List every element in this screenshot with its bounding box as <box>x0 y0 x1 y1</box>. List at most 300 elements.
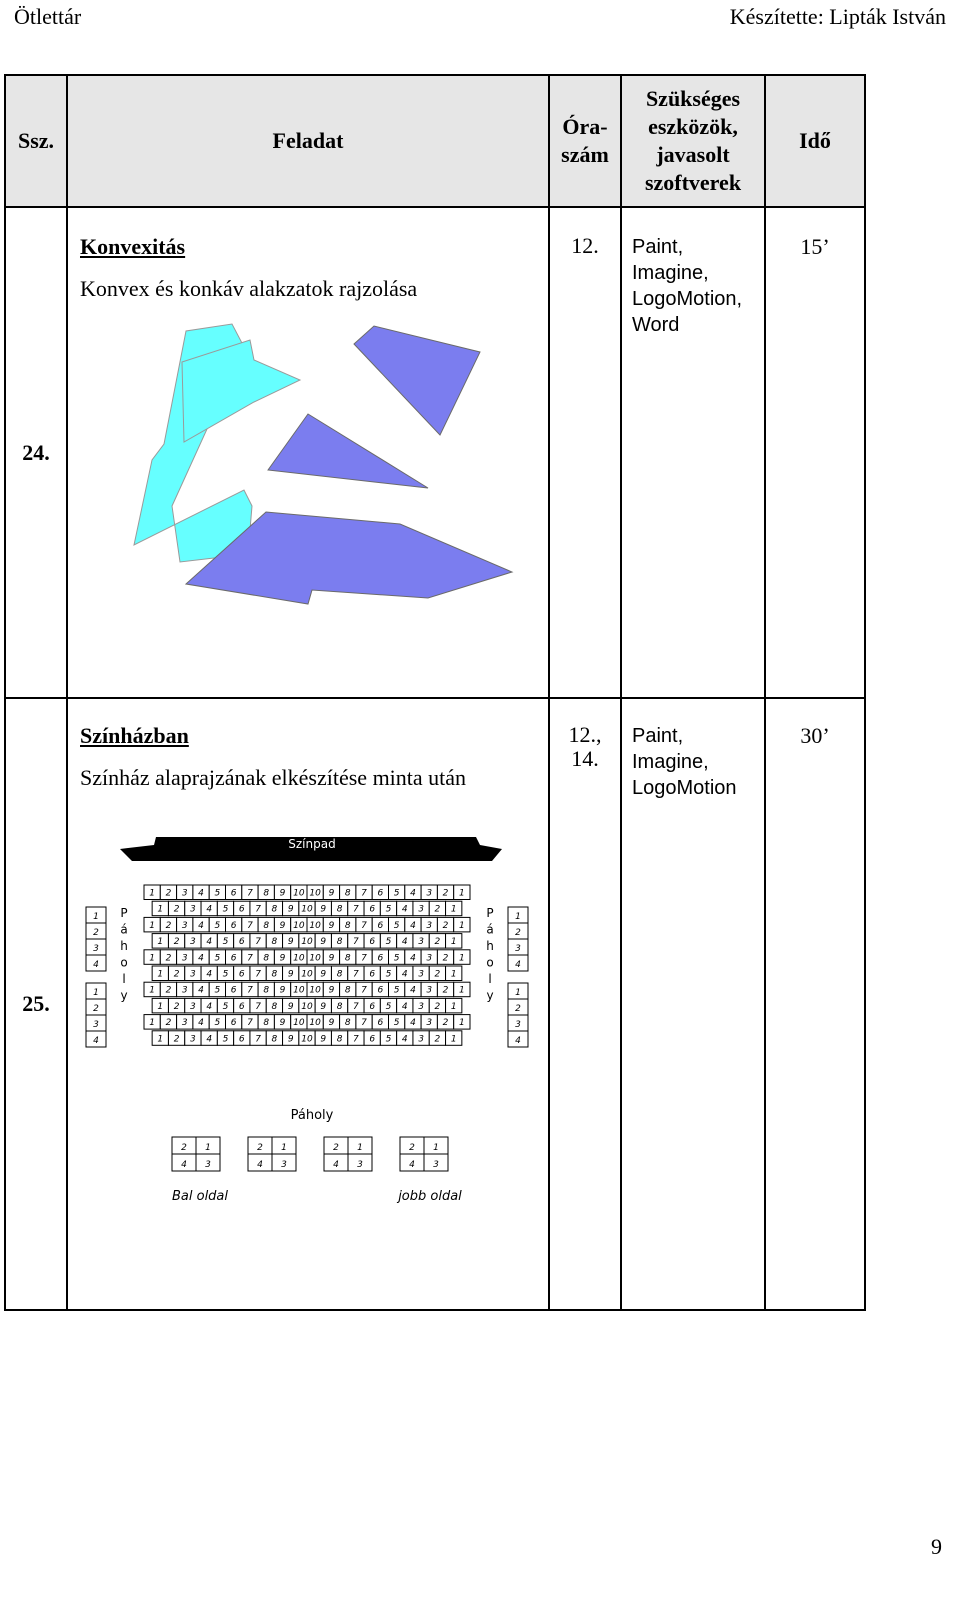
seat <box>185 966 201 981</box>
seat <box>242 917 258 932</box>
seat <box>429 934 445 949</box>
seat <box>226 1015 242 1030</box>
seat <box>258 917 274 932</box>
header-oraszam-line2: szám <box>561 142 609 167</box>
seat <box>421 982 437 997</box>
task-title: Színházban <box>80 723 189 748</box>
stage-label: Színpad <box>288 837 336 851</box>
seat <box>331 934 347 949</box>
seat <box>389 950 405 965</box>
svg-text:3: 3 <box>357 1160 363 1170</box>
svg-text:1: 1 <box>149 985 156 996</box>
seat <box>315 901 331 916</box>
svg-text:5: 5 <box>393 953 400 964</box>
seat-row <box>144 950 470 965</box>
svg-text:4: 4 <box>410 953 416 964</box>
box-seat <box>400 1137 424 1154</box>
svg-text:1: 1 <box>515 912 521 922</box>
svg-text:8: 8 <box>271 1001 278 1012</box>
seat <box>144 982 160 997</box>
svg-text:7: 7 <box>255 904 261 915</box>
svg-text:4: 4 <box>181 1160 187 1170</box>
seat <box>389 885 405 900</box>
svg-text:3: 3 <box>515 1020 521 1030</box>
seat <box>380 934 396 949</box>
seat <box>160 950 176 965</box>
svg-text:5: 5 <box>385 969 392 980</box>
seat <box>217 998 233 1013</box>
seat <box>429 901 445 916</box>
svg-text:3: 3 <box>433 1160 439 1170</box>
svg-text:4: 4 <box>206 1034 213 1045</box>
seat <box>421 885 437 900</box>
seat <box>242 950 258 965</box>
svg-text:2: 2 <box>434 1034 441 1045</box>
seat <box>234 901 250 916</box>
bottom-box-group <box>400 1137 448 1171</box>
seat <box>364 966 380 981</box>
svg-text:4: 4 <box>198 985 204 996</box>
seat <box>168 901 184 916</box>
time-cell <box>765 698 865 1310</box>
seat <box>446 1031 462 1046</box>
svg-text:2: 2 <box>165 985 172 996</box>
seat <box>283 998 299 1013</box>
seat <box>307 950 323 965</box>
svg-text:2: 2 <box>442 1018 449 1029</box>
svg-text:1: 1 <box>433 1143 439 1153</box>
svg-text:2: 2 <box>409 1143 415 1153</box>
side-box-seat <box>508 1015 528 1031</box>
side-box-seat <box>508 1031 528 1047</box>
seat <box>437 982 453 997</box>
seat <box>168 1031 184 1046</box>
svg-text:1: 1 <box>149 1018 156 1029</box>
svg-text:8: 8 <box>344 953 351 964</box>
svg-text:2: 2 <box>165 888 172 899</box>
side-box-seat <box>508 955 528 971</box>
task-description: Konvex és konkáv alakzatok rajzolása <box>80 276 418 301</box>
svg-text:10: 10 <box>309 1018 321 1029</box>
svg-text:3: 3 <box>515 944 521 954</box>
svg-text:10: 10 <box>309 985 321 996</box>
hours-value-2: 14. <box>571 746 599 771</box>
seat <box>331 1031 347 1046</box>
box-seat <box>424 1154 448 1171</box>
svg-text:1: 1 <box>450 904 457 915</box>
svg-text:7: 7 <box>255 937 261 948</box>
convex-blue-triangle <box>268 414 428 488</box>
seat <box>291 982 307 997</box>
seat <box>421 1015 437 1030</box>
side-box-seat <box>508 999 528 1015</box>
svg-text:6: 6 <box>230 985 237 996</box>
svg-text:9: 9 <box>279 920 286 931</box>
bottom-boxes <box>172 1137 448 1171</box>
seat <box>421 917 437 932</box>
seat <box>242 1015 258 1030</box>
svg-text:2: 2 <box>434 904 441 915</box>
svg-text:1: 1 <box>157 904 164 915</box>
seat <box>340 885 356 900</box>
seat <box>437 885 453 900</box>
seat <box>397 1031 413 1046</box>
svg-text:7: 7 <box>255 1034 261 1045</box>
seat <box>323 982 339 997</box>
svg-text:4: 4 <box>93 1036 99 1046</box>
svg-text:9: 9 <box>279 1018 286 1029</box>
svg-text:8: 8 <box>344 920 351 931</box>
convex-blue-quadrilateral <box>354 326 480 435</box>
seat <box>160 1015 176 1030</box>
seat <box>291 1015 307 1030</box>
svg-text:8: 8 <box>336 1001 343 1012</box>
seat <box>193 1015 209 1030</box>
svg-text:4: 4 <box>401 1001 408 1012</box>
seat <box>234 934 250 949</box>
seat <box>274 982 290 997</box>
svg-text:4: 4 <box>93 960 99 970</box>
svg-text:4: 4 <box>198 953 204 964</box>
seat <box>217 1031 233 1046</box>
seat-grid <box>144 885 470 1045</box>
side-box-seat <box>86 955 106 971</box>
side-box-seat <box>86 907 106 923</box>
seat <box>307 885 323 900</box>
seat <box>405 917 421 932</box>
seat <box>283 934 299 949</box>
seat <box>372 950 388 965</box>
seat <box>299 1031 315 1046</box>
right-side-boxes <box>508 907 528 1047</box>
seat <box>340 982 356 997</box>
box-seat <box>172 1137 196 1154</box>
svg-text:2: 2 <box>93 1004 99 1014</box>
task-title: Konvexitás <box>80 234 186 259</box>
tool-item: Imagine, <box>632 751 709 773</box>
seat <box>315 1031 331 1046</box>
svg-text:10: 10 <box>293 1018 305 1029</box>
svg-text:3: 3 <box>93 944 99 954</box>
page-header-left: Ötlettár <box>14 4 82 29</box>
svg-text:6: 6 <box>369 1034 376 1045</box>
side-letter: h <box>486 939 494 953</box>
svg-text:1: 1 <box>450 937 457 948</box>
seat <box>323 917 339 932</box>
seat <box>380 901 396 916</box>
svg-text:7: 7 <box>255 1001 261 1012</box>
svg-text:3: 3 <box>190 1034 196 1045</box>
seat <box>152 934 168 949</box>
svg-text:3: 3 <box>418 937 424 948</box>
seat <box>217 934 233 949</box>
seat <box>144 917 160 932</box>
seat <box>348 901 364 916</box>
side-letter: y <box>120 988 128 1003</box>
seat <box>405 982 421 997</box>
side-letter: P <box>120 906 128 920</box>
seat <box>258 982 274 997</box>
svg-text:4: 4 <box>206 937 213 948</box>
svg-text:1: 1 <box>515 988 521 998</box>
seat <box>217 901 233 916</box>
seat <box>291 950 307 965</box>
seat <box>389 982 405 997</box>
svg-text:4: 4 <box>333 1160 339 1170</box>
svg-text:3: 3 <box>181 1018 188 1029</box>
seat <box>356 917 372 932</box>
seat <box>152 966 168 981</box>
svg-text:4: 4 <box>409 1160 415 1170</box>
svg-text:8: 8 <box>263 888 270 899</box>
svg-text:7: 7 <box>353 969 359 980</box>
seat <box>446 998 462 1013</box>
svg-text:3: 3 <box>205 1160 211 1170</box>
page-header-right: Készítette: Lipták István <box>729 4 946 29</box>
svg-text:6: 6 <box>238 1034 245 1045</box>
seat <box>299 966 315 981</box>
right-side-caption: jobb oldal <box>398 1189 462 1204</box>
svg-text:6: 6 <box>377 985 384 996</box>
seat <box>413 966 429 981</box>
seat <box>234 966 250 981</box>
side-box-seat <box>86 983 106 999</box>
seat <box>372 885 388 900</box>
svg-text:6: 6 <box>369 1001 376 1012</box>
svg-text:4: 4 <box>401 1034 408 1045</box>
seat <box>323 950 339 965</box>
svg-text:2: 2 <box>442 888 449 899</box>
seat-row <box>144 1015 470 1030</box>
svg-text:7: 7 <box>353 904 359 915</box>
svg-text:8: 8 <box>344 1018 351 1029</box>
seat <box>380 998 396 1013</box>
seat <box>405 1015 421 1030</box>
seat <box>446 934 462 949</box>
svg-text:1: 1 <box>450 1001 457 1012</box>
seat <box>340 950 356 965</box>
seat <box>356 982 372 997</box>
svg-text:10: 10 <box>293 888 305 899</box>
seat <box>144 1015 160 1030</box>
seat <box>454 917 470 932</box>
svg-text:8: 8 <box>336 969 343 980</box>
svg-text:4: 4 <box>198 920 204 931</box>
seat <box>429 998 445 1013</box>
svg-text:2: 2 <box>434 1001 441 1012</box>
svg-text:7: 7 <box>255 969 261 980</box>
svg-text:4: 4 <box>401 937 408 948</box>
seat <box>250 966 266 981</box>
seat-row <box>152 1031 462 1046</box>
svg-text:9: 9 <box>328 1018 335 1029</box>
svg-text:9: 9 <box>320 904 327 915</box>
bottom-box-group <box>172 1137 220 1171</box>
seat <box>250 901 266 916</box>
seat <box>413 1031 429 1046</box>
side-box-seat <box>86 1015 106 1031</box>
svg-text:1: 1 <box>458 1018 465 1029</box>
svg-text:7: 7 <box>361 953 367 964</box>
svg-text:4: 4 <box>401 969 408 980</box>
svg-text:9: 9 <box>279 888 286 899</box>
seat <box>348 1031 364 1046</box>
svg-text:2: 2 <box>165 953 172 964</box>
svg-text:6: 6 <box>377 1018 384 1029</box>
seat <box>201 966 217 981</box>
seat <box>152 998 168 1013</box>
svg-text:7: 7 <box>361 1018 367 1029</box>
seat <box>177 982 193 997</box>
seat-row <box>152 934 462 949</box>
side-box-seat <box>508 983 528 999</box>
seat-row <box>152 901 462 916</box>
svg-text:2: 2 <box>173 937 180 948</box>
svg-text:5: 5 <box>393 920 400 931</box>
svg-text:7: 7 <box>247 985 253 996</box>
svg-text:2: 2 <box>173 904 180 915</box>
svg-text:5: 5 <box>385 1001 392 1012</box>
seat <box>226 885 242 900</box>
header-feladat: Feladat <box>67 75 549 207</box>
svg-text:1: 1 <box>93 988 99 998</box>
svg-text:5: 5 <box>385 937 392 948</box>
svg-text:10: 10 <box>309 953 321 964</box>
seat <box>372 917 388 932</box>
svg-text:7: 7 <box>247 1018 253 1029</box>
time-value: 15’ <box>800 234 830 259</box>
seat <box>307 982 323 997</box>
box-seat <box>272 1154 296 1171</box>
seat <box>405 885 421 900</box>
box-seat <box>172 1154 196 1171</box>
seat <box>258 950 274 965</box>
svg-text:2: 2 <box>434 969 441 980</box>
seat <box>299 998 315 1013</box>
svg-text:8: 8 <box>271 937 278 948</box>
svg-text:5: 5 <box>385 904 392 915</box>
row-number: 25. <box>5 698 67 1310</box>
seat <box>152 1031 168 1046</box>
side-letter: y <box>486 988 494 1003</box>
seat <box>397 934 413 949</box>
svg-text:3: 3 <box>426 985 433 996</box>
svg-text:6: 6 <box>238 969 245 980</box>
seat <box>283 901 299 916</box>
hours-cell <box>549 698 621 1310</box>
seat <box>193 885 209 900</box>
svg-text:2: 2 <box>515 1004 521 1014</box>
svg-text:6: 6 <box>377 888 384 899</box>
svg-text:8: 8 <box>263 1018 270 1029</box>
seat <box>266 998 282 1013</box>
svg-text:8: 8 <box>271 904 278 915</box>
svg-text:9: 9 <box>320 969 327 980</box>
svg-text:8: 8 <box>344 985 351 996</box>
seat <box>413 934 429 949</box>
seat <box>177 885 193 900</box>
seat <box>177 950 193 965</box>
seat <box>372 1015 388 1030</box>
svg-text:1: 1 <box>149 888 156 899</box>
svg-text:3: 3 <box>418 904 424 915</box>
side-box-seat <box>86 999 106 1015</box>
seat <box>258 1015 274 1030</box>
svg-text:2: 2 <box>173 969 180 980</box>
seat <box>201 1031 217 1046</box>
svg-text:10: 10 <box>301 1034 313 1045</box>
seat <box>429 1031 445 1046</box>
svg-text:3: 3 <box>190 937 196 948</box>
svg-text:7: 7 <box>353 937 359 948</box>
left-side-label <box>120 906 128 1003</box>
svg-text:9: 9 <box>287 1034 294 1045</box>
svg-text:1: 1 <box>205 1143 211 1153</box>
seat <box>209 885 225 900</box>
svg-text:9: 9 <box>328 920 335 931</box>
svg-text:2: 2 <box>434 937 441 948</box>
seat <box>185 1031 201 1046</box>
seat <box>421 950 437 965</box>
svg-text:5: 5 <box>222 937 229 948</box>
seat <box>201 934 217 949</box>
svg-text:1: 1 <box>458 985 465 996</box>
seat <box>429 966 445 981</box>
svg-text:9: 9 <box>320 1034 327 1045</box>
svg-text:9: 9 <box>279 953 286 964</box>
seat <box>364 934 380 949</box>
tool-item: Paint, <box>632 236 684 258</box>
svg-text:5: 5 <box>214 1018 221 1029</box>
seat <box>331 901 347 916</box>
svg-text:10: 10 <box>293 953 305 964</box>
svg-text:3: 3 <box>181 985 188 996</box>
svg-text:9: 9 <box>328 888 335 899</box>
side-letter: o <box>120 955 128 970</box>
seat <box>331 966 347 981</box>
svg-text:3: 3 <box>426 1018 433 1029</box>
svg-text:4: 4 <box>401 904 408 915</box>
seat <box>177 917 193 932</box>
seat <box>234 1031 250 1046</box>
seat <box>299 934 315 949</box>
seat <box>177 1015 193 1030</box>
page-number: 9 <box>931 1534 942 1559</box>
svg-text:1: 1 <box>458 888 465 899</box>
seat <box>389 1015 405 1030</box>
svg-text:4: 4 <box>410 888 416 899</box>
seat <box>315 998 331 1013</box>
left-side-caption: Bal oldal <box>171 1189 229 1204</box>
seat <box>250 998 266 1013</box>
svg-text:7: 7 <box>361 920 367 931</box>
svg-text:6: 6 <box>230 953 237 964</box>
svg-text:10: 10 <box>301 969 313 980</box>
svg-text:7: 7 <box>353 1001 359 1012</box>
seat <box>209 982 225 997</box>
side-letter: o <box>486 955 494 970</box>
svg-text:3: 3 <box>426 888 433 899</box>
svg-text:3: 3 <box>190 969 196 980</box>
svg-text:9: 9 <box>279 985 286 996</box>
svg-text:2: 2 <box>181 1143 187 1153</box>
seat <box>209 917 225 932</box>
svg-text:3: 3 <box>426 953 433 964</box>
svg-text:5: 5 <box>222 1001 229 1012</box>
seat <box>274 917 290 932</box>
seat <box>299 901 315 916</box>
svg-text:9: 9 <box>328 985 335 996</box>
